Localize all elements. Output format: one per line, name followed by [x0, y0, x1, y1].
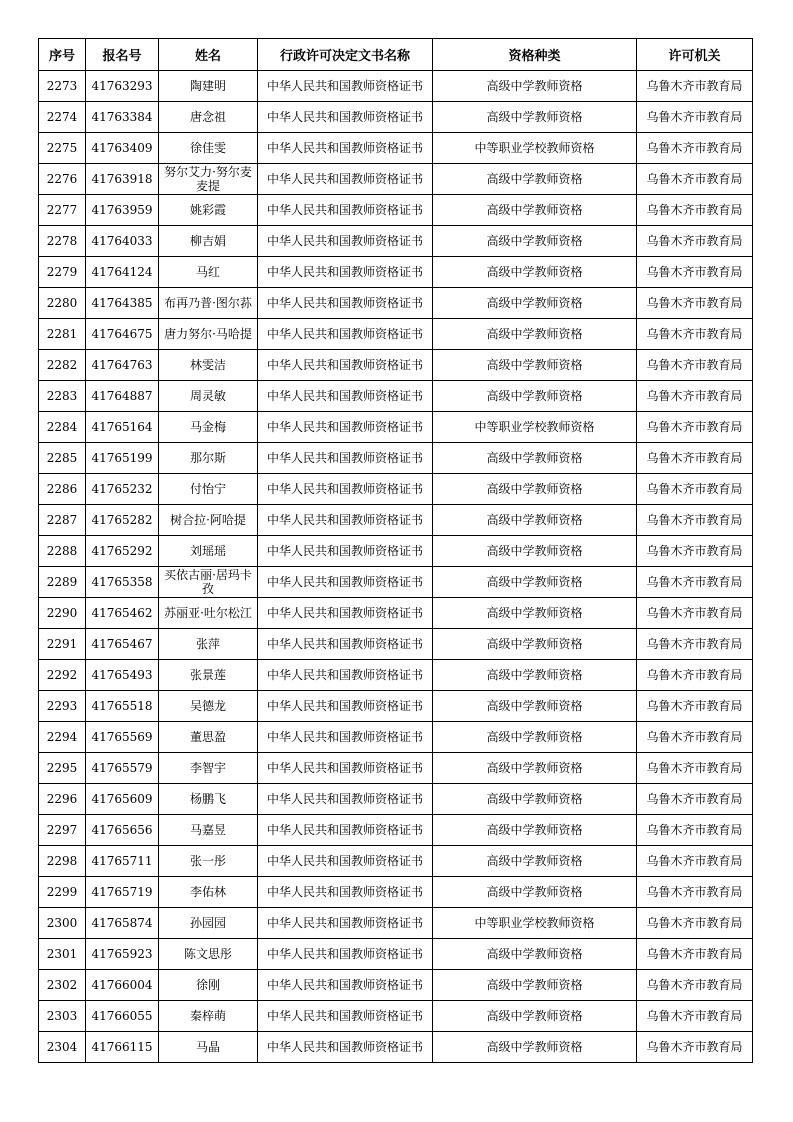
cell-document-name: 中华人民共和国教师资格证书 — [258, 846, 433, 877]
cell-name: 徐佳雯 — [159, 133, 258, 164]
cell-name: 柳吉娟 — [159, 226, 258, 257]
cell-qualification-type: 高级中学教师资格 — [433, 567, 637, 598]
cell-index: 2290 — [39, 598, 86, 629]
cell-name: 徐刚 — [159, 970, 258, 1001]
cell-licensing-authority: 乌鲁木齐市教育局 — [637, 195, 753, 226]
cell-name: 张景莲 — [159, 660, 258, 691]
cell-registration-number: 41765493 — [86, 660, 159, 691]
table-row — [39, 1032, 753, 1063]
cell-name: 陶建明 — [159, 71, 258, 102]
cell-licensing-authority: 乌鲁木齐市教育局 — [637, 629, 753, 660]
cell-index: 2295 — [39, 753, 86, 784]
cell-registration-number: 41765923 — [86, 939, 159, 970]
cell-document-name: 中华人民共和国教师资格证书 — [258, 288, 433, 319]
table-row — [39, 505, 753, 536]
table-row — [39, 970, 753, 1001]
cell-index: 2288 — [39, 536, 86, 567]
cell-licensing-authority: 乌鲁木齐市教育局 — [637, 939, 753, 970]
cell-name: 树合拉·阿哈提 — [159, 505, 258, 536]
cell-document-name: 中华人民共和国教师资格证书 — [258, 691, 433, 722]
cell-licensing-authority: 乌鲁木齐市教育局 — [637, 846, 753, 877]
table-row — [39, 350, 753, 381]
cell-document-name: 中华人民共和国教师资格证书 — [258, 319, 433, 350]
cell-registration-number: 41765358 — [86, 567, 159, 598]
cell-name: 那尔斯 — [159, 443, 258, 474]
cell-registration-number: 41765874 — [86, 908, 159, 939]
cell-index: 2291 — [39, 629, 86, 660]
table-row — [39, 753, 753, 784]
cell-qualification-type: 高级中学教师资格 — [433, 226, 637, 257]
table-row — [39, 133, 753, 164]
table-row — [39, 660, 753, 691]
cell-document-name: 中华人民共和国教师资格证书 — [258, 412, 433, 443]
cell-name: 马晶 — [159, 1032, 258, 1063]
cell-qualification-type: 高级中学教师资格 — [433, 815, 637, 846]
cell-registration-number: 41763959 — [86, 195, 159, 226]
cell-name: 周灵敏 — [159, 381, 258, 412]
cell-index: 2293 — [39, 691, 86, 722]
cell-document-name: 中华人民共和国教师资格证书 — [258, 1032, 433, 1063]
cell-qualification-type: 高级中学教师资格 — [433, 381, 637, 412]
table-row — [39, 474, 753, 505]
cell-qualification-type: 中等职业学校教师资格 — [433, 908, 637, 939]
header-name: 姓名 — [159, 39, 258, 71]
cell-document-name: 中华人民共和国教师资格证书 — [258, 102, 433, 133]
cell-name: 陈文思彤 — [159, 939, 258, 970]
cell-index: 2279 — [39, 257, 86, 288]
cell-licensing-authority: 乌鲁木齐市教育局 — [637, 226, 753, 257]
cell-document-name: 中华人民共和国教师资格证书 — [258, 784, 433, 815]
cell-registration-number: 41765518 — [86, 691, 159, 722]
cell-qualification-type: 高级中学教师资格 — [433, 1032, 637, 1063]
cell-name: 林雯洁 — [159, 350, 258, 381]
header-registration-number: 报名号 — [86, 39, 159, 71]
cell-qualification-type: 高级中学教师资格 — [433, 536, 637, 567]
cell-licensing-authority: 乌鲁木齐市教育局 — [637, 1001, 753, 1032]
table-row — [39, 1001, 753, 1032]
table-row — [39, 815, 753, 846]
cell-index: 2298 — [39, 846, 86, 877]
cell-index: 2280 — [39, 288, 86, 319]
cell-name: 董思盈 — [159, 722, 258, 753]
cell-licensing-authority: 乌鲁木齐市教育局 — [637, 815, 753, 846]
cell-document-name: 中华人民共和国教师资格证书 — [258, 381, 433, 412]
cell-document-name: 中华人民共和国教师资格证书 — [258, 505, 433, 536]
cell-index: 2296 — [39, 784, 86, 815]
cell-name: 马金梅 — [159, 412, 258, 443]
cell-index: 2276 — [39, 164, 86, 195]
cell-index: 2303 — [39, 1001, 86, 1032]
cell-qualification-type: 高级中学教师资格 — [433, 877, 637, 908]
cell-name: 苏丽亚·吐尔松江 — [159, 598, 258, 629]
cell-index: 2281 — [39, 319, 86, 350]
cell-document-name: 中华人民共和国教师资格证书 — [258, 970, 433, 1001]
cell-registration-number: 41766115 — [86, 1032, 159, 1063]
table-row — [39, 443, 753, 474]
cell-registration-number: 41765711 — [86, 846, 159, 877]
cell-qualification-type: 高级中学教师资格 — [433, 691, 637, 722]
cell-qualification-type: 高级中学教师资格 — [433, 660, 637, 691]
cell-licensing-authority: 乌鲁木齐市教育局 — [637, 288, 753, 319]
table-row — [39, 164, 753, 195]
cell-document-name: 中华人民共和国教师资格证书 — [258, 257, 433, 288]
cell-document-name: 中华人民共和国教师资格证书 — [258, 939, 433, 970]
table-row — [39, 846, 753, 877]
cell-document-name: 中华人民共和国教师资格证书 — [258, 195, 433, 226]
cell-name: 唐念祖 — [159, 102, 258, 133]
cell-qualification-type: 高级中学教师资格 — [433, 350, 637, 381]
cell-licensing-authority: 乌鲁木齐市教育局 — [637, 505, 753, 536]
cell-registration-number: 41765569 — [86, 722, 159, 753]
cell-qualification-type: 高级中学教师资格 — [433, 443, 637, 474]
cell-registration-number: 41764675 — [86, 319, 159, 350]
cell-registration-number: 41766055 — [86, 1001, 159, 1032]
cell-name: 付怡宁 — [159, 474, 258, 505]
table-header-row — [39, 39, 753, 71]
cell-qualification-type: 高级中学教师资格 — [433, 319, 637, 350]
cell-document-name: 中华人民共和国教师资格证书 — [258, 226, 433, 257]
cell-name: 杨鹏飞 — [159, 784, 258, 815]
cell-index: 2302 — [39, 970, 86, 1001]
cell-index: 2289 — [39, 567, 86, 598]
table-row — [39, 784, 753, 815]
cell-name: 努尔艾力·努尔麦麦提 — [159, 164, 258, 195]
cell-registration-number: 41763293 — [86, 71, 159, 102]
cell-document-name: 中华人民共和国教师资格证书 — [258, 660, 433, 691]
table-body — [39, 71, 753, 1063]
cell-registration-number: 41765199 — [86, 443, 159, 474]
table-row — [39, 226, 753, 257]
license-table — [38, 38, 753, 1063]
table-row — [39, 908, 753, 939]
cell-document-name: 中华人民共和国教师资格证书 — [258, 536, 433, 567]
cell-licensing-authority: 乌鲁木齐市教育局 — [637, 257, 753, 288]
cell-name: 李佑林 — [159, 877, 258, 908]
cell-qualification-type: 高级中学教师资格 — [433, 505, 637, 536]
cell-licensing-authority: 乌鲁木齐市教育局 — [637, 381, 753, 412]
cell-licensing-authority: 乌鲁木齐市教育局 — [637, 102, 753, 133]
table-row — [39, 319, 753, 350]
cell-index: 2283 — [39, 381, 86, 412]
cell-registration-number: 41765282 — [86, 505, 159, 536]
cell-index: 2300 — [39, 908, 86, 939]
cell-document-name: 中华人民共和国教师资格证书 — [258, 598, 433, 629]
cell-name: 唐力努尔·马哈提 — [159, 319, 258, 350]
cell-name: 布再乃普·图尔荪 — [159, 288, 258, 319]
cell-name: 姚彩霞 — [159, 195, 258, 226]
cell-name: 吴德龙 — [159, 691, 258, 722]
table-row — [39, 381, 753, 412]
cell-name: 张萍 — [159, 629, 258, 660]
cell-index: 2286 — [39, 474, 86, 505]
cell-registration-number: 41765164 — [86, 412, 159, 443]
cell-document-name: 中华人民共和国教师资格证书 — [258, 71, 433, 102]
header-document-name: 行政许可决定文书名称 — [258, 39, 433, 71]
cell-index: 2297 — [39, 815, 86, 846]
cell-registration-number: 41765467 — [86, 629, 159, 660]
cell-name: 马红 — [159, 257, 258, 288]
cell-qualification-type: 高级中学教师资格 — [433, 288, 637, 319]
cell-document-name: 中华人民共和国教师资格证书 — [258, 629, 433, 660]
cell-index: 2278 — [39, 226, 86, 257]
cell-licensing-authority: 乌鲁木齐市教育局 — [637, 877, 753, 908]
cell-registration-number: 41765719 — [86, 877, 159, 908]
cell-index: 2299 — [39, 877, 86, 908]
table-row — [39, 536, 753, 567]
cell-document-name: 中华人民共和国教师资格证书 — [258, 443, 433, 474]
cell-licensing-authority: 乌鲁木齐市教育局 — [637, 598, 753, 629]
cell-qualification-type: 高级中学教师资格 — [433, 102, 637, 133]
cell-document-name: 中华人民共和国教师资格证书 — [258, 753, 433, 784]
table-row — [39, 691, 753, 722]
cell-registration-number: 41765656 — [86, 815, 159, 846]
cell-registration-number: 41765579 — [86, 753, 159, 784]
cell-document-name: 中华人民共和国教师资格证书 — [258, 877, 433, 908]
table-row — [39, 722, 753, 753]
cell-qualification-type: 高级中学教师资格 — [433, 970, 637, 1001]
header-index: 序号 — [39, 39, 86, 71]
cell-qualification-type: 高级中学教师资格 — [433, 164, 637, 195]
cell-index: 2277 — [39, 195, 86, 226]
cell-registration-number: 41765292 — [86, 536, 159, 567]
cell-qualification-type: 高级中学教师资格 — [433, 257, 637, 288]
cell-registration-number: 41765232 — [86, 474, 159, 505]
cell-document-name: 中华人民共和国教师资格证书 — [258, 815, 433, 846]
table-row — [39, 598, 753, 629]
cell-qualification-type: 高级中学教师资格 — [433, 71, 637, 102]
cell-name: 刘瑶瑶 — [159, 536, 258, 567]
cell-licensing-authority: 乌鲁木齐市教育局 — [637, 784, 753, 815]
cell-index: 2292 — [39, 660, 86, 691]
cell-licensing-authority: 乌鲁木齐市教育局 — [637, 412, 753, 443]
cell-qualification-type: 高级中学教师资格 — [433, 195, 637, 226]
cell-licensing-authority: 乌鲁木齐市教育局 — [637, 474, 753, 505]
header-qualification-type: 资格种类 — [433, 39, 637, 71]
cell-index: 2294 — [39, 722, 86, 753]
cell-qualification-type: 高级中学教师资格 — [433, 474, 637, 505]
cell-qualification-type: 高级中学教师资格 — [433, 1001, 637, 1032]
cell-registration-number: 41766004 — [86, 970, 159, 1001]
cell-registration-number: 41765462 — [86, 598, 159, 629]
cell-name: 孙园园 — [159, 908, 258, 939]
cell-index: 2284 — [39, 412, 86, 443]
cell-qualification-type: 高级中学教师资格 — [433, 722, 637, 753]
cell-name: 买依古丽·居玛卡孜 — [159, 567, 258, 598]
cell-registration-number: 41763918 — [86, 164, 159, 195]
cell-document-name: 中华人民共和国教师资格证书 — [258, 164, 433, 195]
cell-registration-number: 41764385 — [86, 288, 159, 319]
cell-name: 秦梓萌 — [159, 1001, 258, 1032]
cell-registration-number: 41763409 — [86, 133, 159, 164]
cell-licensing-authority: 乌鲁木齐市教育局 — [637, 71, 753, 102]
cell-index: 2301 — [39, 939, 86, 970]
cell-licensing-authority: 乌鲁木齐市教育局 — [637, 970, 753, 1001]
cell-document-name: 中华人民共和国教师资格证书 — [258, 908, 433, 939]
cell-index: 2282 — [39, 350, 86, 381]
cell-qualification-type: 高级中学教师资格 — [433, 753, 637, 784]
cell-document-name: 中华人民共和国教师资格证书 — [258, 567, 433, 598]
cell-index: 2275 — [39, 133, 86, 164]
cell-index: 2273 — [39, 71, 86, 102]
cell-registration-number: 41764033 — [86, 226, 159, 257]
cell-licensing-authority: 乌鲁木齐市教育局 — [637, 567, 753, 598]
cell-name: 马嘉昱 — [159, 815, 258, 846]
cell-registration-number: 41764887 — [86, 381, 159, 412]
cell-licensing-authority: 乌鲁木齐市教育局 — [637, 536, 753, 567]
table-row — [39, 102, 753, 133]
cell-qualification-type: 高级中学教师资格 — [433, 846, 637, 877]
cell-document-name: 中华人民共和国教师资格证书 — [258, 350, 433, 381]
table-row — [39, 877, 753, 908]
cell-document-name: 中华人民共和国教师资格证书 — [258, 1001, 433, 1032]
table-row — [39, 939, 753, 970]
cell-document-name: 中华人民共和国教师资格证书 — [258, 474, 433, 505]
cell-licensing-authority: 乌鲁木齐市教育局 — [637, 753, 753, 784]
table-row — [39, 195, 753, 226]
cell-document-name: 中华人民共和国教师资格证书 — [258, 133, 433, 164]
cell-qualification-type: 高级中学教师资格 — [433, 598, 637, 629]
cell-licensing-authority: 乌鲁木齐市教育局 — [637, 319, 753, 350]
cell-licensing-authority: 乌鲁木齐市教育局 — [637, 164, 753, 195]
cell-qualification-type: 高级中学教师资格 — [433, 629, 637, 660]
cell-registration-number: 41764124 — [86, 257, 159, 288]
cell-licensing-authority: 乌鲁木齐市教育局 — [637, 722, 753, 753]
cell-licensing-authority: 乌鲁木齐市教育局 — [637, 350, 753, 381]
cell-index: 2274 — [39, 102, 86, 133]
cell-qualification-type: 高级中学教师资格 — [433, 784, 637, 815]
cell-licensing-authority: 乌鲁木齐市教育局 — [637, 1032, 753, 1063]
table-row — [39, 71, 753, 102]
table-row — [39, 412, 753, 443]
cell-index: 2304 — [39, 1032, 86, 1063]
cell-registration-number: 41763384 — [86, 102, 159, 133]
cell-qualification-type: 中等职业学校教师资格 — [433, 412, 637, 443]
table-row — [39, 257, 753, 288]
cell-registration-number: 41764763 — [86, 350, 159, 381]
cell-name: 张一彤 — [159, 846, 258, 877]
cell-index: 2287 — [39, 505, 86, 536]
cell-registration-number: 41765609 — [86, 784, 159, 815]
cell-qualification-type: 中等职业学校教师资格 — [433, 133, 637, 164]
cell-qualification-type: 高级中学教师资格 — [433, 939, 637, 970]
table-row — [39, 288, 753, 319]
cell-licensing-authority: 乌鲁木齐市教育局 — [637, 660, 753, 691]
header-licensing-authority: 许可机关 — [637, 39, 753, 71]
cell-licensing-authority: 乌鲁木齐市教育局 — [637, 908, 753, 939]
cell-licensing-authority: 乌鲁木齐市教育局 — [637, 133, 753, 164]
table-row — [39, 567, 753, 598]
cell-index: 2285 — [39, 443, 86, 474]
cell-licensing-authority: 乌鲁木齐市教育局 — [637, 443, 753, 474]
cell-licensing-authority: 乌鲁木齐市教育局 — [637, 691, 753, 722]
cell-document-name: 中华人民共和国教师资格证书 — [258, 722, 433, 753]
cell-name: 李智宇 — [159, 753, 258, 784]
table-row — [39, 629, 753, 660]
